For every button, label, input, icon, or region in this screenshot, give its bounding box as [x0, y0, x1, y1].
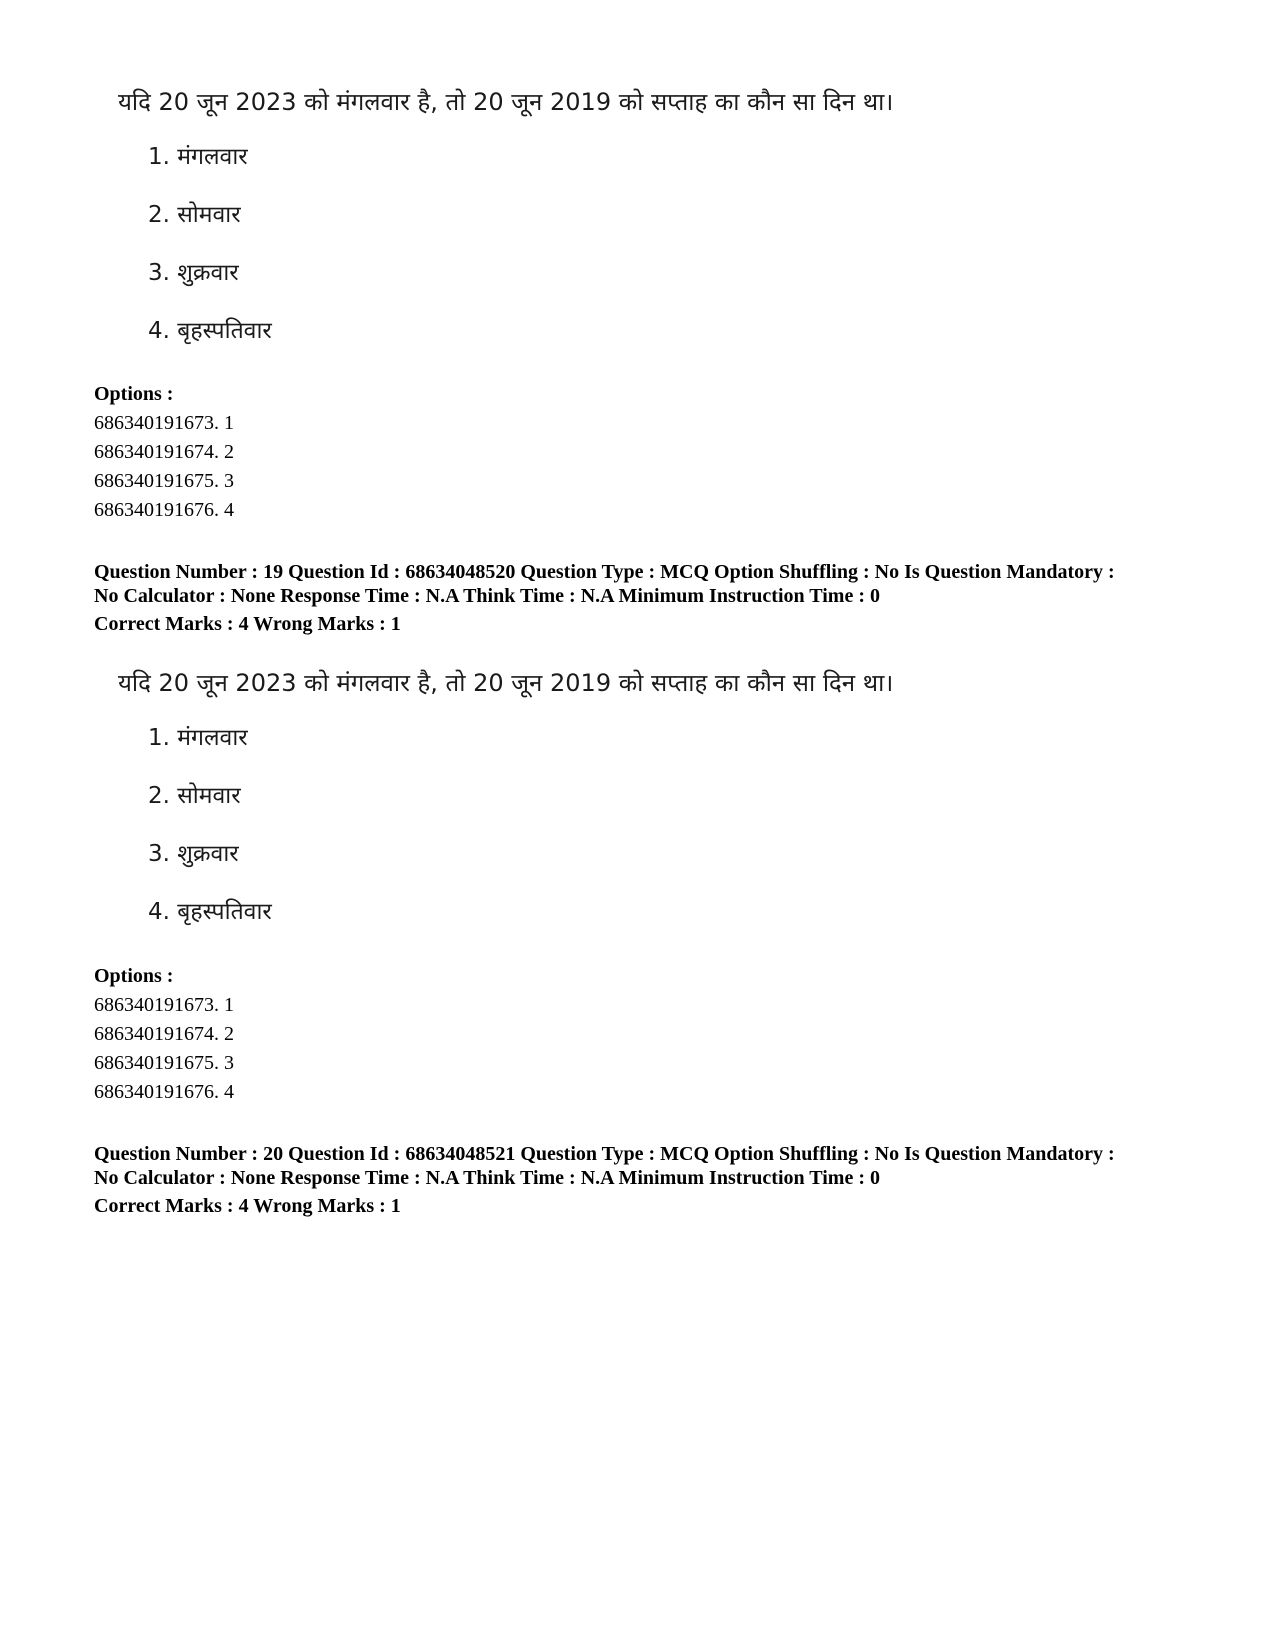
question-image [118, 84, 894, 364]
question-meta-line: No Calculator : None Response Time : N.A Think Time : N.A Minimum Instruction Time : 0 [94, 1167, 880, 1189]
option-item: 686340191673. 1 [94, 412, 234, 434]
option-item: 686340191675. 3 [94, 1052, 234, 1074]
option-item: 686340191676. 4 [94, 499, 234, 521]
option-item: 686340191674. 2 [94, 1023, 234, 1045]
marks-line: Correct Marks : 4 Wrong Marks : 1 [94, 1195, 401, 1217]
options-list [94, 380, 234, 525]
marks-line: Correct Marks : 4 Wrong Marks : 1 [94, 613, 401, 635]
options-label: Options : [94, 383, 174, 405]
question-meta-line: Question Number : 19 Question Id : 68634048520 Question Type : MCQ Option Shuffling : No Is Question Mandatory : [94, 561, 1115, 583]
question-text: यदि 20 जून 2023 को मंगलवार है, तो 20 जून 2019 को सप्ताह का कौन सा दिन था। [118, 88, 894, 116]
options-label: Options : [94, 965, 174, 987]
question-choice: 2. सोमवार [148, 783, 241, 809]
question-meta [94, 560, 1204, 636]
question-meta [94, 1142, 1204, 1218]
question-meta-line: Question Number : 20 Question Id : 68634048521 Question Type : MCQ Option Shuffling : No Is Question Mandatory : [94, 1143, 1115, 1165]
option-item: 686340191675. 3 [94, 470, 234, 492]
options-list [94, 962, 234, 1107]
question-choice: 4. बृहस्पतिवार [148, 899, 272, 925]
question-choice: 1. मंगलवार [148, 725, 248, 751]
question-meta-line: No Calculator : None Response Time : N.A Think Time : N.A Minimum Instruction Time : 0 [94, 585, 880, 607]
question-choice: 1. मंगलवार [148, 144, 248, 170]
option-item: 686340191676. 4 [94, 1081, 234, 1103]
question-image [118, 665, 894, 945]
question-choice: 4. बृहस्पतिवार [148, 318, 272, 344]
option-item: 686340191674. 2 [94, 441, 234, 463]
question-choice: 3. शुक्रवार [148, 260, 239, 286]
question-choice: 3. शुक्रवार [148, 841, 239, 867]
question-text: यदि 20 जून 2023 को मंगलवार है, तो 20 जून 2019 को सप्ताह का कौन सा दिन था। [118, 669, 894, 697]
option-item: 686340191673. 1 [94, 994, 234, 1016]
question-choice: 2. सोमवार [148, 202, 241, 228]
